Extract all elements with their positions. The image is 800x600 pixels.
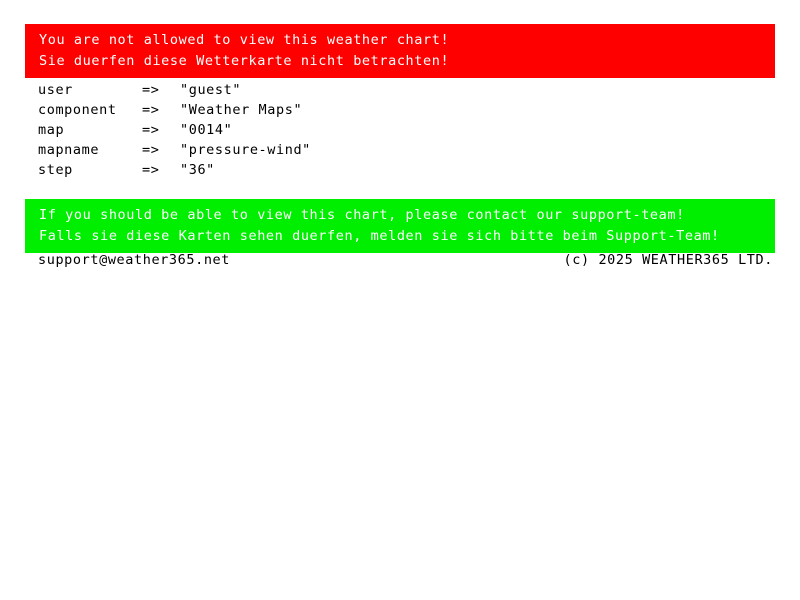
info-banner-line-en: If you should be able to view this chart, please contact our support-team! bbox=[39, 207, 685, 223]
info-banner bbox=[25, 199, 775, 253]
detail-key-step: step bbox=[38, 162, 73, 178]
detail-value-map: "0014" bbox=[180, 122, 233, 138]
detail-arrow: => bbox=[142, 82, 160, 98]
detail-value-user: "guest" bbox=[180, 82, 242, 98]
support-email[interactable]: support@weather365.net bbox=[38, 252, 231, 268]
error-banner-line-en: You are not allowed to view this weather chart! bbox=[39, 32, 450, 48]
request-details bbox=[38, 80, 311, 180]
table-row bbox=[38, 160, 311, 180]
detail-arrow: => bbox=[142, 122, 160, 138]
detail-arrow: => bbox=[142, 142, 160, 158]
table-row bbox=[38, 100, 311, 120]
detail-value-mapname: "pressure-wind" bbox=[180, 142, 311, 158]
table-row bbox=[38, 120, 311, 140]
info-banner-line-de: Falls sie diese Karten sehen duerfen, melden sie sich bitte beim Support-Team! bbox=[39, 228, 720, 244]
detail-key-map: map bbox=[38, 122, 65, 138]
details-table bbox=[38, 80, 311, 180]
detail-value-component: "Weather Maps" bbox=[180, 102, 303, 118]
table-row bbox=[38, 140, 311, 160]
footer bbox=[38, 250, 773, 270]
error-banner-line-de: Sie duerfen diese Wetterkarte nicht betrachten! bbox=[39, 53, 450, 69]
detail-key-component: component bbox=[38, 102, 117, 118]
copyright-notice: (c) 2025 WEATHER365 LTD. bbox=[563, 252, 773, 268]
detail-value-step: "36" bbox=[180, 162, 215, 178]
table-row bbox=[38, 80, 311, 100]
detail-arrow: => bbox=[142, 102, 160, 118]
detail-key-mapname: mapname bbox=[38, 142, 100, 158]
detail-arrow: => bbox=[142, 162, 160, 178]
detail-key-user: user bbox=[38, 82, 73, 98]
error-banner bbox=[25, 24, 775, 78]
